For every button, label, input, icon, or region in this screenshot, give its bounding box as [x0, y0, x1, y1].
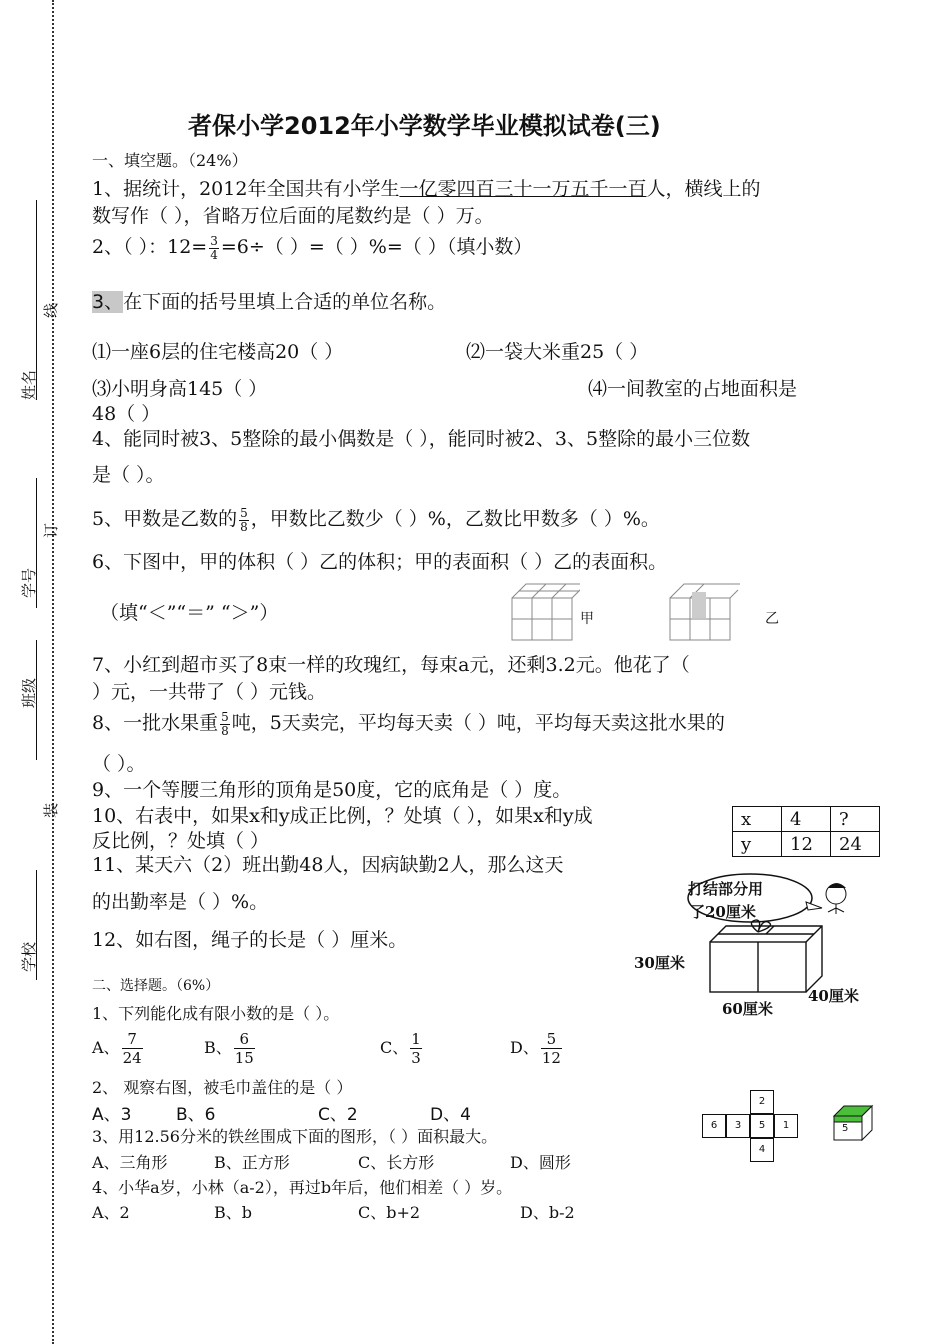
- q11-line1: 11、某天六（2）班出勤48人，因病缺勤2人，那么这天: [92, 854, 564, 876]
- section1-heading: 一、填空题。（24%）: [92, 151, 248, 170]
- q12-line: 12、如右图，绳子的长是（ ）厘米。: [92, 929, 408, 951]
- box-width-label: 40厘米: [808, 987, 859, 1005]
- q11-line2: 的出勤率是（ ）%。: [92, 891, 269, 913]
- q3-item1: ⑴一座6层的住宅楼高20（ ）: [92, 341, 344, 363]
- table-cell: 4: [782, 807, 831, 832]
- table-row: [733, 807, 880, 832]
- xy-table: [732, 806, 880, 857]
- net-cell: 3: [726, 1114, 750, 1138]
- net-cell: 5: [750, 1114, 774, 1138]
- s2-q2-option-b: B、6: [176, 1105, 216, 1125]
- q8-line1: 8、一批水果重 $\frac{5}{8}$ 吨，5天卖完，平均每天卖（ ）吨，平均每天卖这批水果的: [92, 709, 725, 738]
- s2-q1: 1、下列能化成有限小数的是（ ）。: [92, 1004, 340, 1023]
- table-cell: x: [733, 807, 782, 832]
- q7-line1: 7、小红到超市买了8束一样的玫瑰红，每束a元，还剩3.2元。他花了（: [92, 654, 690, 676]
- s2-q2-option-a: A、3: [92, 1105, 132, 1125]
- towel-cube-face: 5: [842, 1123, 849, 1134]
- s2-q1-option-b: B、 $\frac{6}{15}$: [204, 1030, 254, 1067]
- s2-q4-option-d: D、b-2: [520, 1203, 575, 1222]
- q10-line2: 反比例，？处填（ ）: [92, 830, 270, 852]
- q6-line1: 6、下图中，甲的体积（ ）乙的体积；甲的表面积（ ）乙的表面积。: [92, 551, 668, 573]
- q3-item4: ⑷一间教室的占地面积是: [588, 378, 798, 400]
- s2-q4-option-b: B、b: [214, 1203, 253, 1222]
- section2-heading: 二、选择题。（6%）: [92, 978, 220, 994]
- table-cell: y: [733, 832, 782, 857]
- q4-line2: 是（ ）。: [92, 464, 165, 486]
- s2-q1-option-c: C、 $\frac{1}{3}$: [380, 1030, 421, 1067]
- q8-line2: （ ）。: [92, 753, 146, 775]
- q8-fraction: $\frac{5}{8}$: [221, 709, 229, 738]
- s2-q3-option-d: D、圆形: [510, 1153, 571, 1172]
- s2-q2: 2、 观察右图，被毛巾盖住的是（ ）: [92, 1078, 353, 1097]
- q1-line1: 1、据统计，2012年全国共有小学生一亿零四百三十一万五千一百人，横线上的: [92, 178, 761, 200]
- q1-line2: 数写作（ ），省略万位后面的尾数约是（ ）万。: [92, 205, 494, 227]
- net-cell: 4: [750, 1138, 774, 1162]
- cube-figure-yi: [668, 578, 740, 644]
- s2-q4-option-c: C、b+2: [358, 1203, 421, 1222]
- q3-heading: 3、在下面的括号里填上合适的单位名称。: [92, 291, 447, 313]
- q7-line2: ）元，一共带了（ ）元钱。: [92, 681, 327, 703]
- name-label: 姓名: [20, 369, 38, 400]
- page-title: 者保小学2012年小学数学毕业模拟试卷(三): [188, 112, 661, 140]
- s2-q4: 4、小华a岁，小林（a-2），再过b年后，他们相差（ ）岁。: [92, 1178, 513, 1197]
- q10-line1: 10、右表中，如果x和y成正比例，？处填（ ），如果x和y成: [92, 805, 593, 827]
- line-label: 线: [42, 302, 60, 318]
- q4-line1: 4、能同时被3、5整除的最小偶数是（ ），能同时被2、3、5整除的最小三位数: [92, 428, 751, 450]
- s2-q1-option-a: A、 $\frac{7}{24}$: [92, 1030, 142, 1067]
- s2-q2-option-c: C、2: [318, 1105, 358, 1125]
- net-cell: 1: [774, 1114, 798, 1138]
- s2-q2-option-d: D、4: [430, 1105, 471, 1125]
- cube-figure-jia: [510, 578, 580, 644]
- towel-cube-figure: [832, 1100, 880, 1142]
- s2-q3: 3、用12.56分米的铁丝围成下面的图形，（ ）面积最大。: [92, 1127, 498, 1146]
- bubble-text-2: 了20厘米: [690, 903, 756, 921]
- q9-line: 9、一个等腰三角形的顶角是50度，它的底角是（ ）度。: [92, 779, 572, 801]
- table-cell: ?: [831, 807, 880, 832]
- net-cell: 6: [702, 1114, 726, 1138]
- q3-item2: ⑵一袋大米重25（ ）: [466, 341, 649, 363]
- box-length-label: 60厘米: [722, 1000, 773, 1018]
- s2-q3-option-a: A、三角形: [92, 1153, 168, 1172]
- table-cell: 24: [831, 832, 880, 857]
- q6-yi-label: 乙: [765, 611, 779, 627]
- s2-q3-option-c: C、长方形: [358, 1153, 435, 1172]
- q5-line: 5、甲数是乙数的 $\frac{5}{8}$ ，甲数比乙数少（ ）%，乙数比甲数多（ ）%。: [92, 505, 660, 534]
- school-label: 学校: [20, 941, 38, 972]
- zhuang-label: 装: [42, 802, 60, 818]
- number-label: 学号: [20, 567, 38, 598]
- s2-q1-option-d: D、 $\frac{5}{12}$: [510, 1030, 561, 1067]
- bubble-text-1: 打结部分用: [688, 880, 764, 898]
- q6-jia-label: 甲: [580, 611, 594, 627]
- q2-fraction: $\frac{3}{4}$: [210, 233, 218, 262]
- s2-q3-option-b: B、正方形: [214, 1153, 290, 1172]
- q3-item4-cont: 48（ ）: [92, 403, 161, 425]
- table-cell: 12: [782, 832, 831, 857]
- q6-line2: （填“＜”“＝” “＞”）: [100, 602, 279, 624]
- q2-line: 2、（ ）：12= $\frac{3}{4}$ =6÷（ ）=（ ）%=（ ）（填小数）: [92, 233, 533, 262]
- table-row: [733, 832, 880, 857]
- s2-q4-option-a: A、2: [92, 1203, 130, 1222]
- q3-item3: ⑶小明身高145（ ）: [92, 378, 268, 400]
- q5-fraction: $\frac{5}{8}$: [240, 505, 248, 534]
- ding-label: 订: [42, 522, 60, 538]
- net-cell: 2: [750, 1090, 774, 1114]
- box-height-label: 30厘米: [634, 954, 685, 972]
- binding-dotted-line: [52, 0, 54, 1344]
- class-label: 班级: [20, 677, 38, 708]
